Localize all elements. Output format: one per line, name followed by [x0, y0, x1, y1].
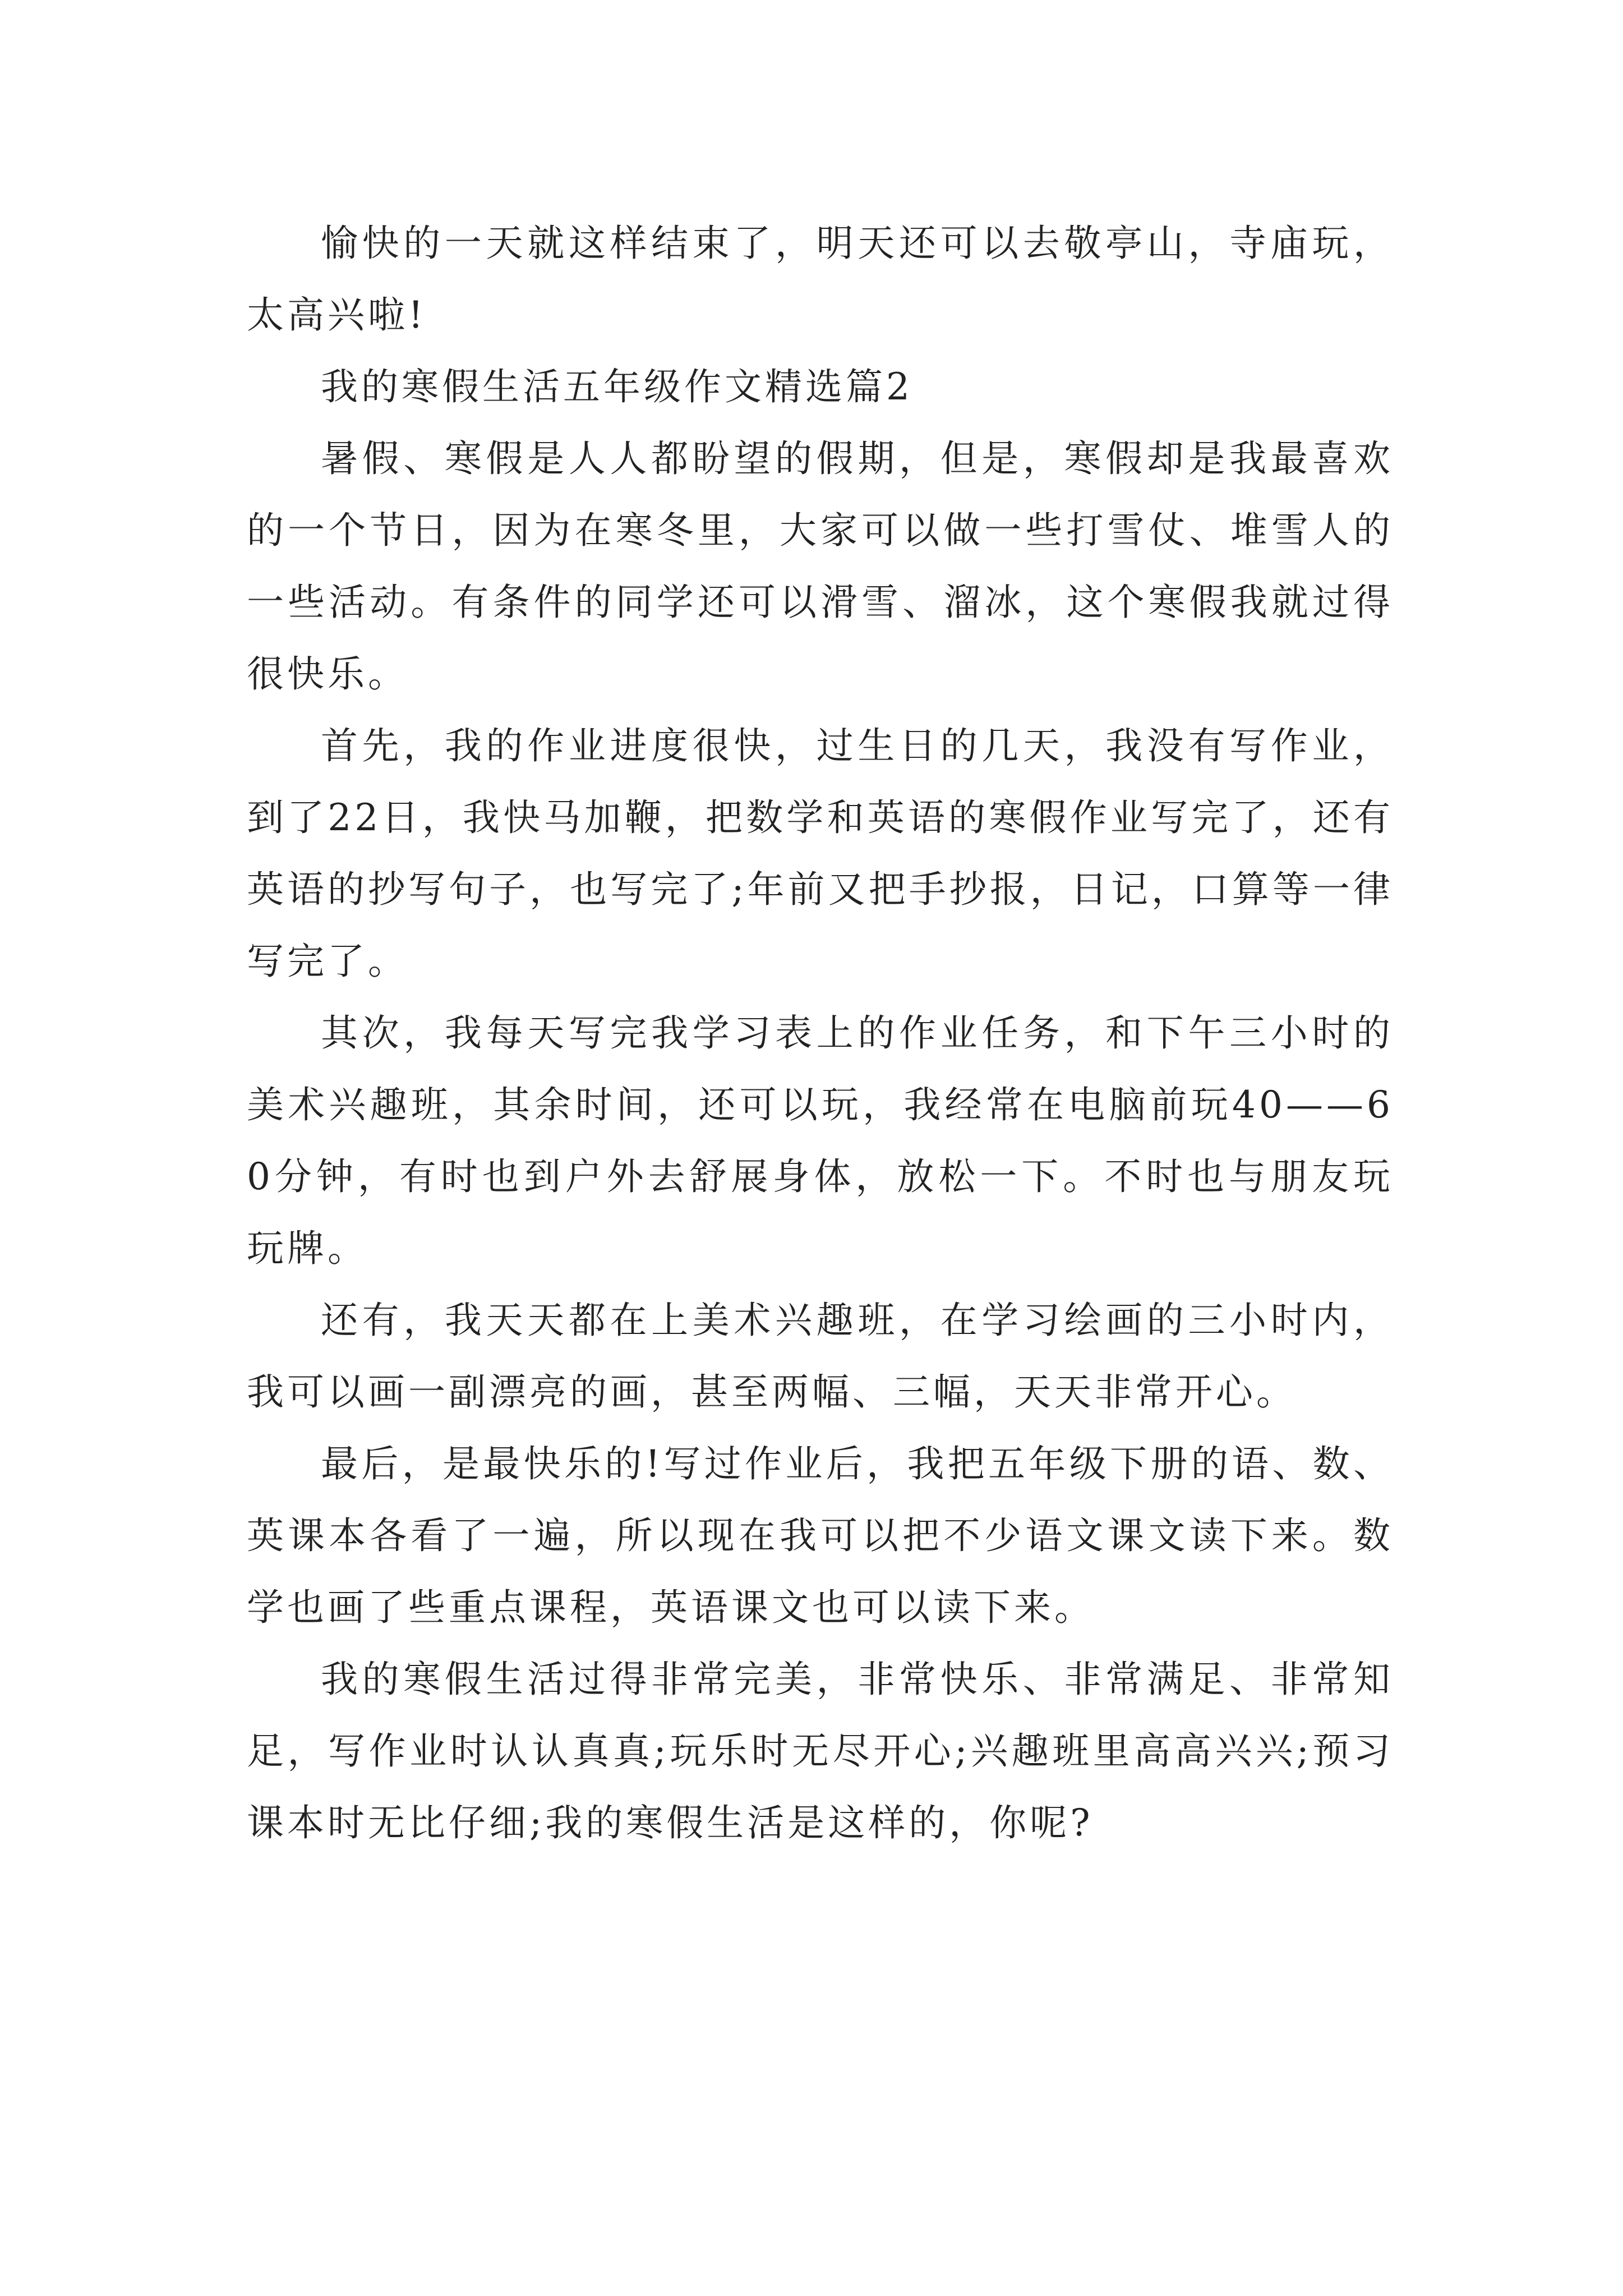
paragraph-first: 首先，我的作业进度很快，过生日的几天，我没有写作业，到了22日，我快马加鞭，把数学和英语的寒假作业写完了，还有英语的抄写句子，也写完了;年前又把手抄报，日记，口算等一律写完了。: [247, 724, 1394, 983]
paragraph-ending: 愉快的一天就这样结束了，明天还可以去敬亭山，寺庙玩，太高兴啦!: [247, 222, 1394, 337]
paragraph-last: 最后，是最快乐的!写过作业后，我把五年级下册的语、数、英课本各看了一遍，所以现在我可以把不少语文课文读下来。数学也画了些重点课程，英语课文也可以读下来。: [247, 1442, 1394, 1629]
section-heading: 我的寒假生活五年级作文精选篇2: [321, 365, 913, 408]
paragraph-second: 其次，我每天写完我学习表上的作业任务，和下午三小时的美术兴趣班，其余时间，还可以玩，我经常在电脑前玩40——60分钟，有时也到户外去舒展身体，放松一下。不时也与朋友玩玩牌。: [247, 1011, 1394, 1270]
document-body: [247, 208, 1394, 1859]
paragraph-third: 还有，我天天都在上美术兴趣班，在学习绘画的三小时内，我可以画一副漂亮的画，甚至两幅、三幅，天天非常开心。: [247, 1299, 1394, 1414]
paragraph-intro: 暑假、寒假是人人都盼望的假期，但是，寒假却是我最喜欢的一个节日，因为在寒冬里，大家可以做一些打雪仗、堆雪人的一些活动。有条件的同学还可以滑雪、溜冰，这个寒假我就过得很快乐。: [247, 437, 1394, 696]
paragraph-conclusion: 我的寒假生活过得非常完美，非常快乐、非常满足、非常知足，写作业时认认真真;玩乐时无尽开心;兴趣班里高高兴兴;预习课本时无比仔细;我的寒假生活是这样的，你呢?: [247, 1658, 1394, 1844]
